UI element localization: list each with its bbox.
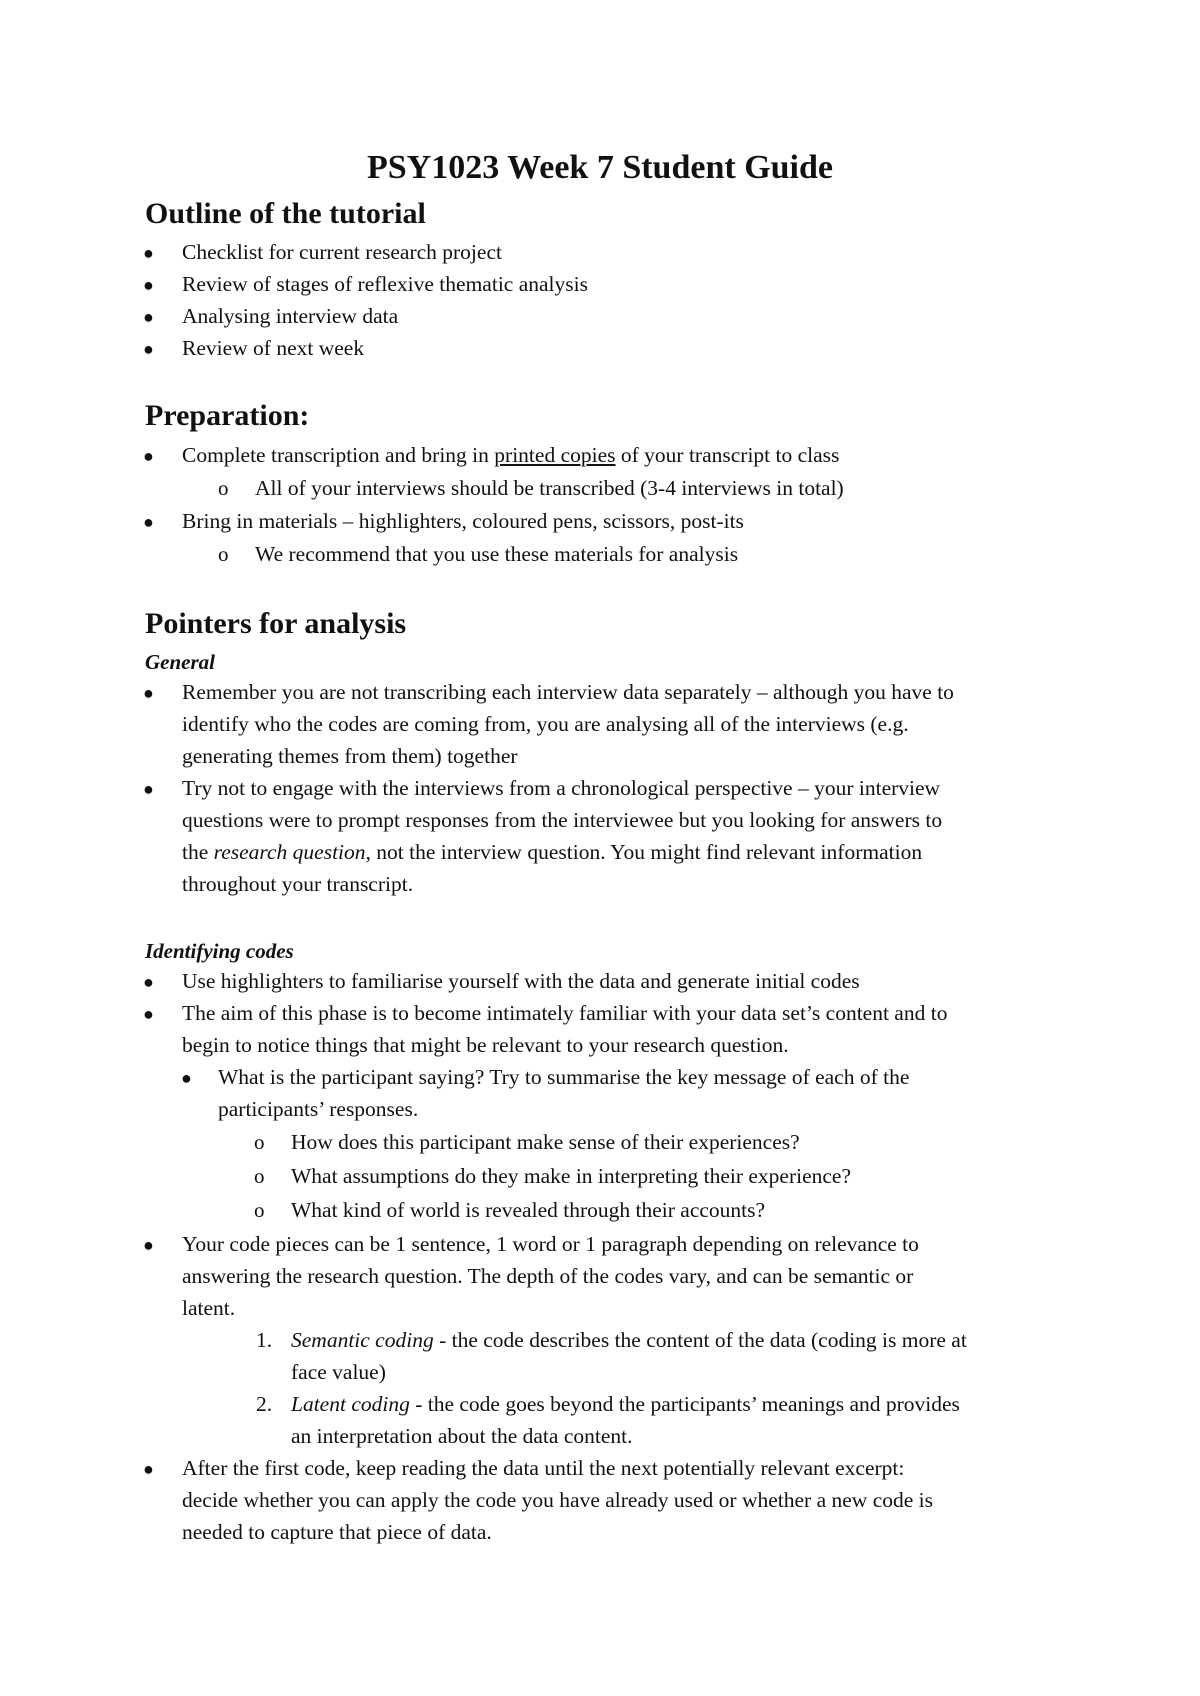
text-run: - the code describes the content of the data (coding is more at xyxy=(433,1328,967,1352)
bullet-icon: ● xyxy=(143,1004,154,1024)
list-item xyxy=(182,836,922,868)
printed-copies-text: printed copies xyxy=(494,443,616,467)
text-run: , not the interview question. You might find relevant information xyxy=(365,840,923,864)
general-subheading: General xyxy=(145,650,215,674)
hollow-bullet-icon: o xyxy=(218,476,229,500)
list-item: How does this participant make sense of their experiences? xyxy=(291,1130,800,1154)
list-item: questions were to prompt responses from the interviewee but you looking for answers to xyxy=(182,808,943,832)
text-run: of your transcript to class xyxy=(615,443,840,467)
latent-coding-term: Latent coding xyxy=(291,1392,410,1416)
list-item: We recommend that you use these materials for analysis xyxy=(255,542,739,566)
text-run: - the code goes beyond the participants’ meanings and provides xyxy=(409,1392,960,1416)
list-item: What assumptions do they make in interpreting their experience? xyxy=(291,1164,852,1188)
list-item: an interpretation about the data content. xyxy=(291,1424,633,1448)
pointers-heading: Pointers for analysis xyxy=(145,607,407,640)
hollow-bullet-icon: o xyxy=(218,542,229,566)
preparation-heading: Preparation: xyxy=(145,399,310,432)
list-item: Review of next week xyxy=(182,336,365,360)
list-item: Try not to engage with the interviews from a chronological perspective – your interview xyxy=(182,776,941,800)
list-item: face value) xyxy=(291,1360,386,1384)
list-item: latent. xyxy=(182,1296,236,1320)
text-run: the xyxy=(182,840,214,864)
bullet-icon: ● xyxy=(143,683,154,703)
list-item: decide whether you can apply the code you have already used or whether a new code is xyxy=(182,1488,933,1512)
identifying-codes-subheading: Identifying codes xyxy=(145,939,294,963)
list-item xyxy=(291,1324,967,1356)
bullet-icon: ● xyxy=(143,512,154,532)
list-item: participants’ responses. xyxy=(218,1097,419,1121)
bullet-icon: ● xyxy=(143,446,154,466)
bullet-icon: ● xyxy=(143,1235,154,1255)
list-item: identify who the codes are coming from, you are analysing all of the interviews (e.g. xyxy=(182,712,909,736)
list-item: Review of stages of reflexive thematic analysis xyxy=(182,272,588,296)
bullet-icon: ● xyxy=(143,307,154,327)
research-question-text: research question xyxy=(213,840,366,864)
hollow-bullet-icon: o xyxy=(254,1164,265,1188)
list-number: 2. xyxy=(256,1392,273,1416)
list-item xyxy=(291,1388,960,1420)
list-item: needed to capture that piece of data. xyxy=(182,1520,492,1544)
bullet-icon: ● xyxy=(143,275,154,295)
text-run: Complete transcription and bring in xyxy=(182,443,495,467)
hollow-bullet-icon: o xyxy=(254,1198,265,1222)
list-item: Use highlighters to familiarise yourself with the data and generate initial codes xyxy=(182,969,860,993)
list-item: Your code pieces can be 1 sentence, 1 word or 1 paragraph depending on relevance to xyxy=(182,1232,919,1256)
outline-heading: Outline of the tutorial xyxy=(145,197,426,230)
list-item: After the first code, keep reading the data until the next potentially relevant excerpt: xyxy=(182,1456,905,1480)
semantic-coding-term: Semantic coding xyxy=(291,1328,434,1352)
list-item: Analysing interview data xyxy=(182,304,399,328)
list-item: What kind of world is revealed through their accounts? xyxy=(291,1198,766,1222)
list-item: The aim of this phase is to become intimately familiar with your data set’s content and to xyxy=(182,1001,948,1025)
bullet-icon: ● xyxy=(143,972,154,992)
bullet-icon: ● xyxy=(143,779,154,799)
list-item: Remember you are not transcribing each interview data separately – although you have to xyxy=(182,680,954,704)
list-item: What is the participant saying? Try to summarise the key message of each of the xyxy=(218,1065,910,1089)
bullet-icon: ● xyxy=(143,339,154,359)
list-item: generating themes from them) together xyxy=(182,744,518,768)
bullet-icon: ● xyxy=(181,1068,192,1088)
list-number: 1. xyxy=(256,1328,273,1352)
page-title: PSY1023 Week 7 Student Guide xyxy=(366,149,833,186)
list-item: All of your interviews should be transcribed (3-4 interviews in total) xyxy=(255,476,844,500)
bullet-icon: ● xyxy=(143,243,154,263)
list-item: Checklist for current research project xyxy=(182,240,502,264)
list-item: begin to notice things that might be relevant to your research question. xyxy=(182,1033,789,1057)
list-item: answering the research question. The depth of the codes vary, and can be semantic or xyxy=(182,1264,914,1288)
bullet-icon: ● xyxy=(143,1459,154,1479)
list-item: Bring in materials – highlighters, coloured pens, scissors, post-its xyxy=(182,509,744,533)
list-item xyxy=(182,439,839,471)
list-item: throughout your transcript. xyxy=(182,872,414,896)
hollow-bullet-icon: o xyxy=(254,1130,265,1154)
